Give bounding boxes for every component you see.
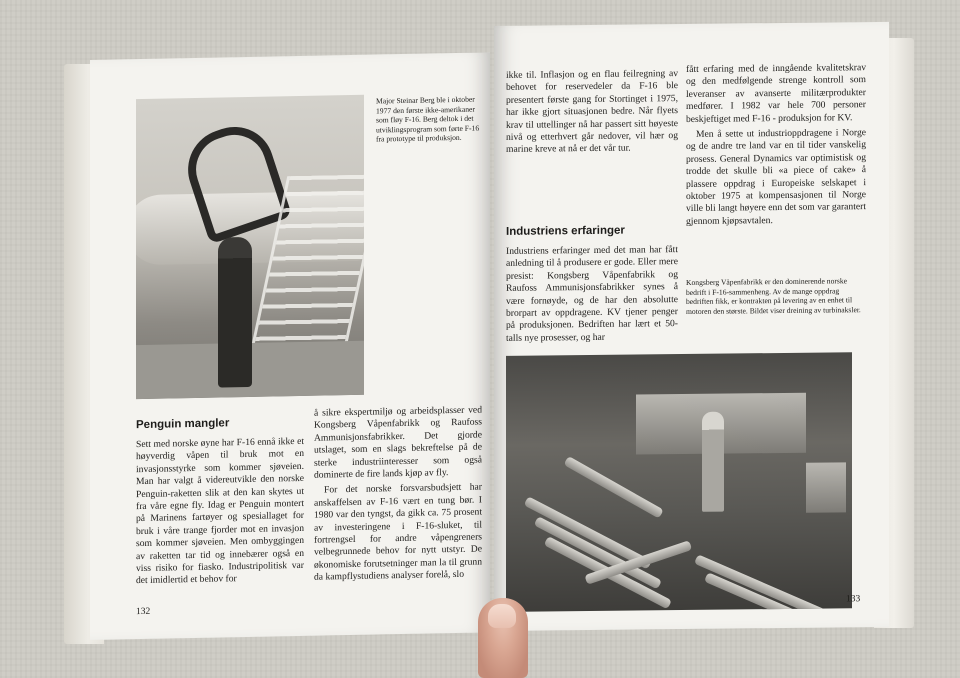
section-heading: Penguin mangler [136, 417, 230, 432]
paragraph: Men å sette ut industrioppdragene i Norge og de andre tre land var en til tider vanskelig prosess. General Dynamics var optimistisk og trodde det skulle bli «a piece of cake» å plassere oppdrag i Europeiske selskapet i oktober 1975 at kompensasjonen til Norge ville bli langt høyere enn det som var garantert gjennom kjøpsavtalen. [686, 127, 866, 227]
section-heading: Industriens erfaringer [506, 224, 625, 238]
photo-caption: Kongsberg Våpenfabrikk er den dominerende norske bedrift i F-16-sammenheng. Av de mange oppdrag bedriften fikk, er kontrakten på levering av en enhet til motoren den største. Bildet viser dreining av turbinaksler. [686, 276, 861, 316]
worker-figure [702, 412, 724, 512]
text-column-1-bottom [506, 244, 678, 348]
paragraph: å sikre ekspertmiljø og arbeidsplasser ved Kongsberg Våpenfabrikk og Raufoss Ammunisjonsfabrikker. Det gjorde utslaget, som en slags bekreftelse på de sterke industriinteresser som også dominerte de fire lands kjøp av fly. [314, 404, 482, 481]
open-book [64, 20, 914, 645]
thumbnail-nail [488, 604, 516, 628]
page-number: 132 [136, 606, 151, 618]
photo-caption: Major Steinar Berg ble i oktober 1977 den første ikke-amerikaner som fløy F-16. Berg deltok i det utviklingsprogram som førte F-16 fra prototype til produksjon. [376, 94, 480, 144]
control-cabinet [806, 462, 846, 512]
text-column-1-top [506, 68, 678, 160]
text-column-2 [314, 404, 482, 587]
text-column-1 [136, 436, 304, 591]
reader-thumb [478, 598, 528, 678]
factory-photo [506, 352, 852, 612]
paragraph: Industriens erfaringer med det man har fått anledning til å produsere er gode. Eller mere presist: Kongsberg Våpenfabrikk og Raufoss Ammunisjonsfabrikker synes å være fornøyde, og de har den absolutte brorpart av oppdragene. KV tjener penger på produksjonen. Bedriften har lært et 50-talls nye prosesser, og har [506, 244, 678, 344]
f16-pilot-photo [136, 95, 364, 399]
turbine-shaft [564, 456, 664, 519]
text-column-2 [686, 62, 866, 231]
left-page [90, 52, 490, 640]
page-number: 133 [846, 594, 861, 605]
right-page [494, 22, 889, 631]
pilot-figure [218, 237, 252, 388]
paragraph: For det norske forsvarsbudsjett har anskaffelsen av F-16 vært en tung bør. I 1980 var den tyngst, da gikk ca. 75 prosent av investeringene i F-16-sluket, til fortrengsel for andre våpengreners velbegrunnede behov for nytt utstyr. De økonomiske forutsetninger man la til grunn da kampflystudiens analyser forelå, slo [314, 481, 482, 583]
paragraph: ikke til. Inflasjon og en flau feilregning av behovet for reservedeler da F-16 ble presentert første gang for Stortinget i 1975, har ikke gjort situasjonen bedre. Når flyets krav til uttellinger nå har passert sitt høyeste nivå og etterhvert går nedover, vil hær og marine kreve at nå er det vår tur. [506, 68, 678, 156]
paragraph: Sett med norske øyne har F-16 ennå ikke et høyverdig våpen til bruk mot en invasjonsstyrke som kommer sjøveien. Man har valgt å videreutvikle den norske Penguin-raketten slik at den kan skytes ut fra våre egne fly. Idag er Penguin montert på Marinens fartøyer og spesiallaget for bruk i våre trange fjorder mot en invasjon som kommer sjøveien. Men ombyggingen av raketten tar tid og innebærer også en viss risiko for fiasko. Industripolitisk var det imidlertid et behov for [136, 435, 304, 587]
paragraph: fått erfaring med de inngående kvalitetskrav og den medfølgende strenge kontroll som leveranser av avanserte militærprodukter medfører. I 1982 var hele 700 personer beskjeftiget med F-16 - produksjon for KV. [686, 62, 866, 125]
